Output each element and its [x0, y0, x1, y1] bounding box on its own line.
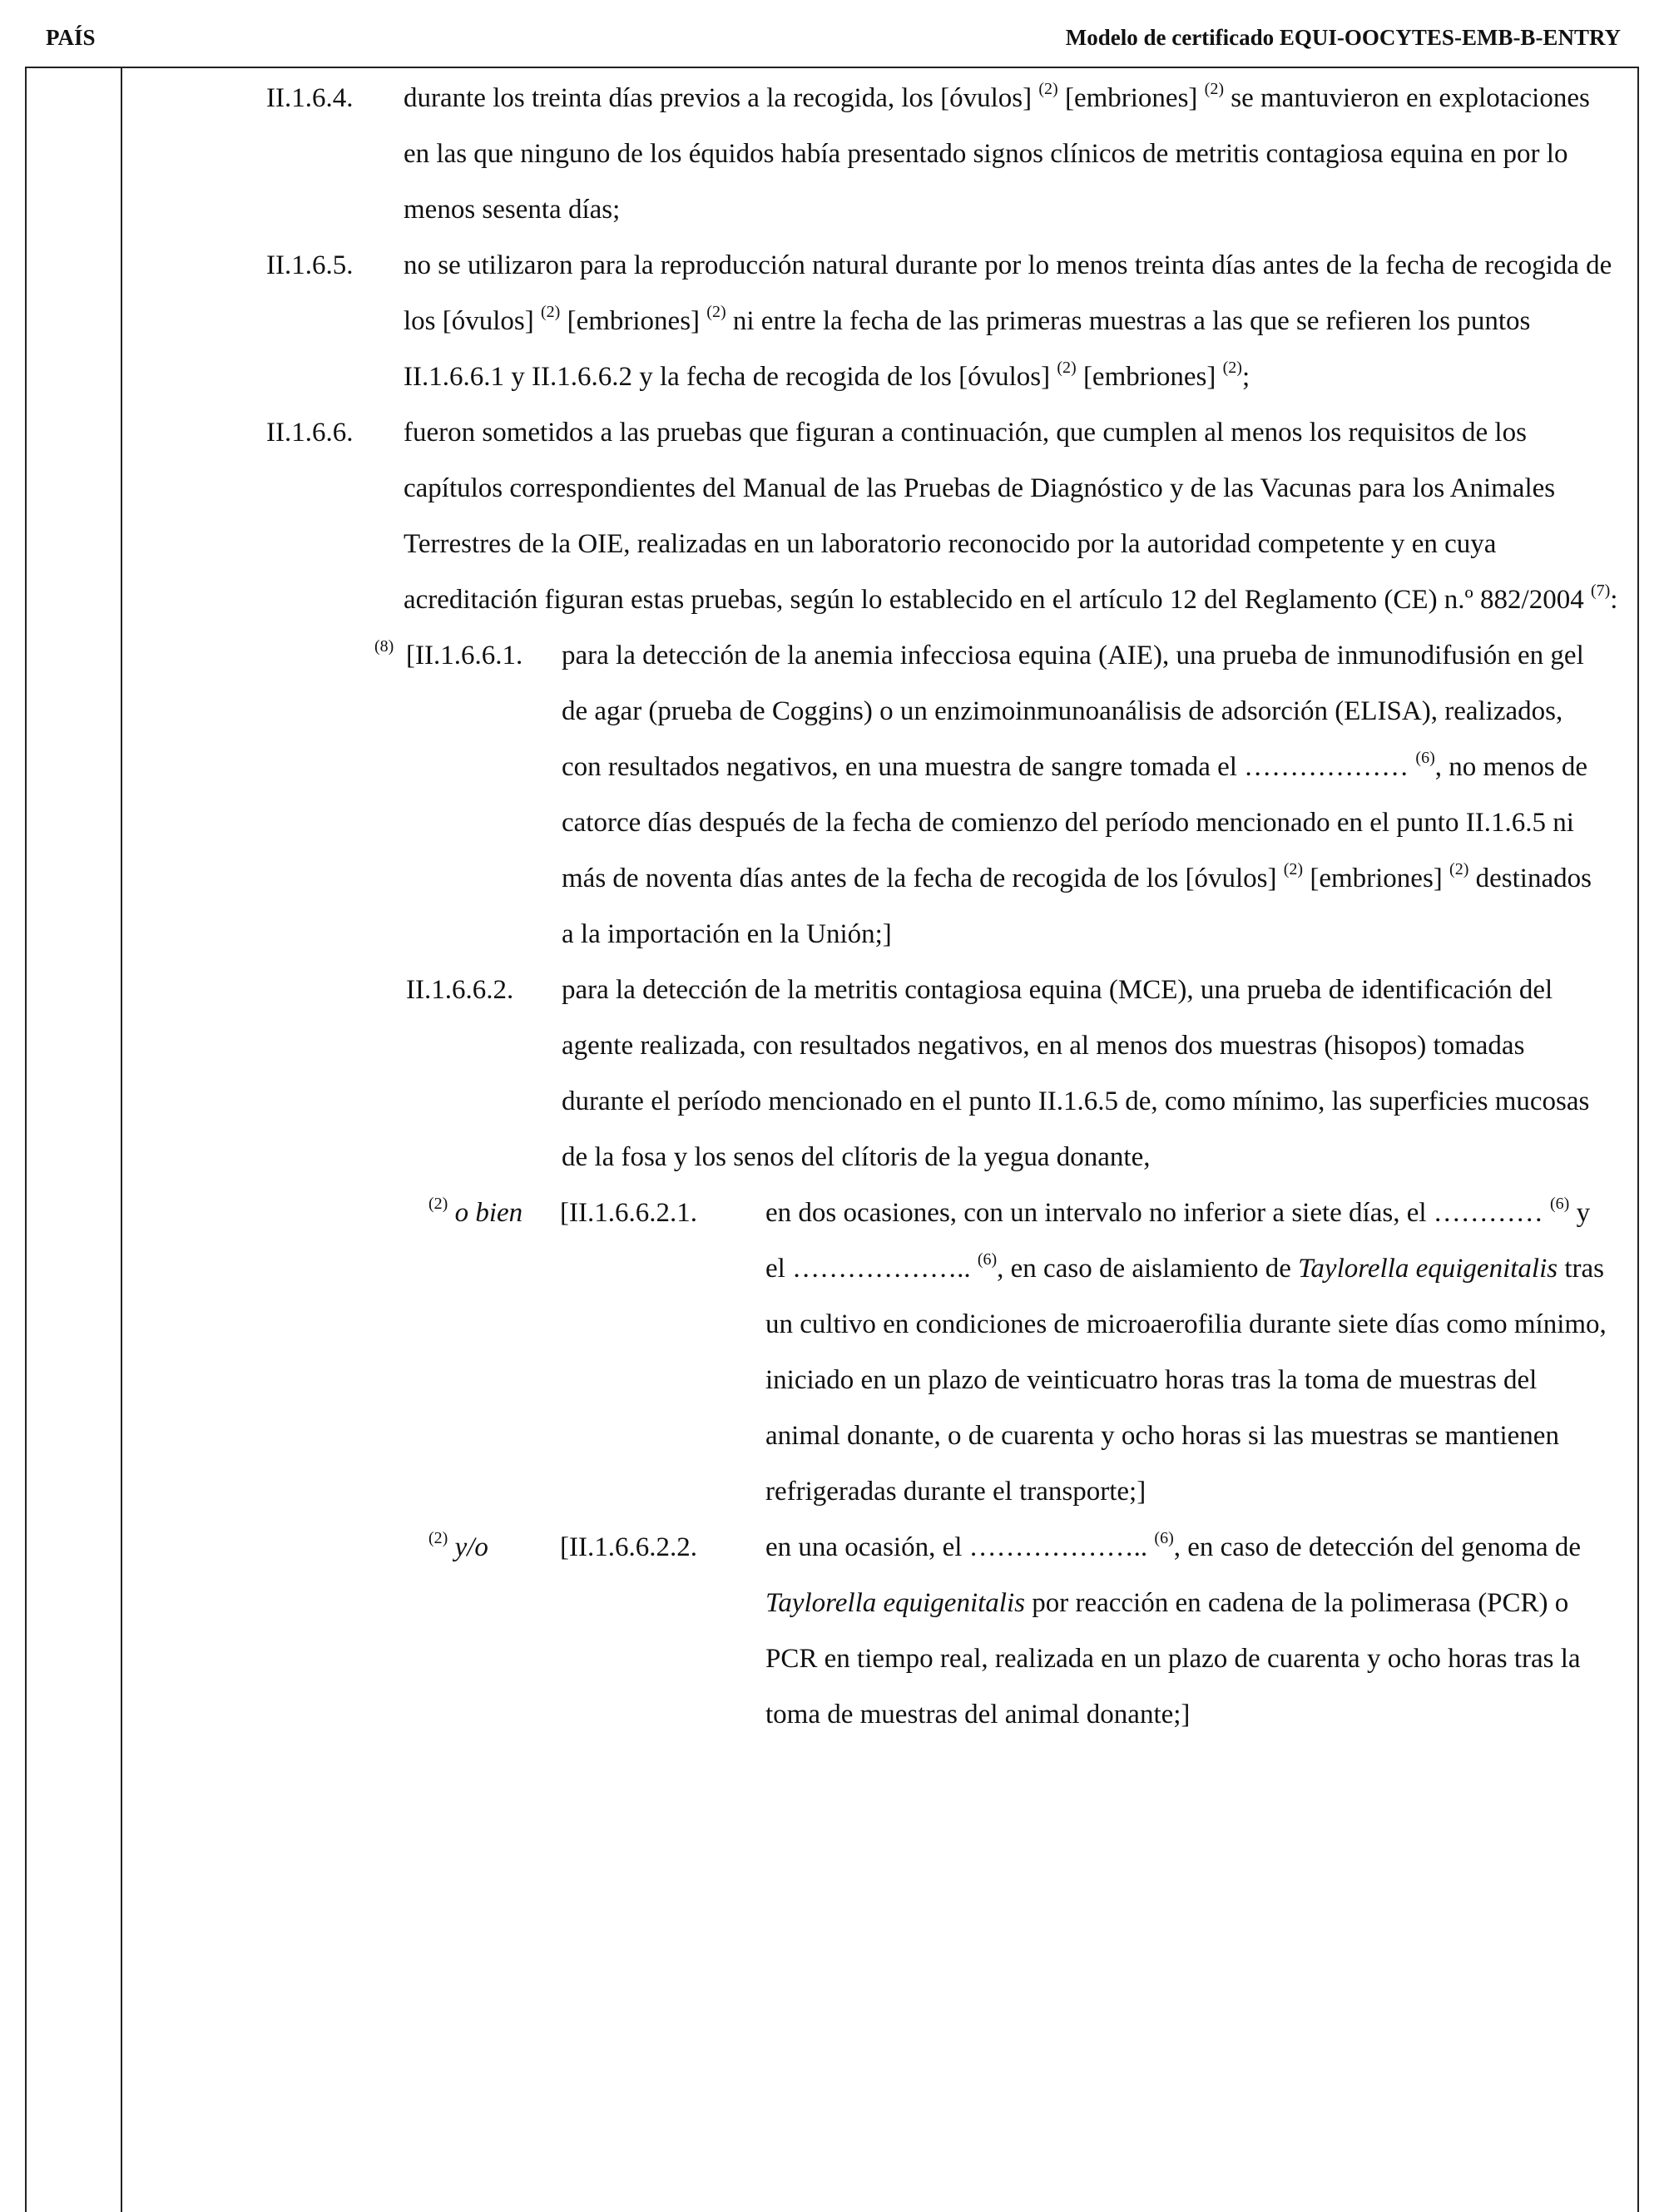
clause-number: [II.1.6.6.2.1. [560, 1198, 697, 1228]
clause-text: en dos ocasiones, con un intervalo no inferior a siete días, el ………… $^{(6)}$ y el ……………….. $^{(6)}$, en caso de aislamiento de Taylorella equigenitalis tras un cultivo en condiciones de microaerofilia durante siete días como mínimo, iniciado en un plazo de veinticuatro horas tras la toma de muestras del animal donante, o de cuarenta y ocho horas si las muestras se mantienen refrigeradas durante el transporte;] [765, 1195, 1607, 1507]
clause-text: fueron sometidos a las pruebas que figuran a continuación, que cumplen al menos los requisitos de los capítulos correspondientes del Manual de las Pruebas de Diagnóstico y de las Vacunas para los Animales Terrestres de la OIE, realizadas en un laboratorio reconocido por la autoridad competente y en cuya acreditación figuran estas pruebas, según lo establecido en el artículo 12 del Reglamento (CE) n.º 882/2004 $^{(7)}$: [404, 418, 1618, 615]
country-label: PAÍS [46, 25, 96, 50]
clause-text: durante los treinta días previos a la recogida, los [óvulos] $^{(2)}$ [embriones] $^{(2)}$ se mantuvieron en explotaciones en las que ninguno de los équidos había presentado signos clínicos de metritis contagiosa equina en por lo menos sesenta días; [404, 80, 1590, 225]
clause-ii-1-6-6-1 [0, 628, 1664, 962]
option-prefix: $^{(2)}$ y/o [428, 1529, 488, 1562]
clause-text: para la detección de la metritis contagiosa equina (MCE), una prueba de identificación del agente realizada, con resultados negativos, en al menos dos muestras (hisopos) tomadas durante el período mencionado en el punto II.1.6.5 de, como mínimo, las superficies mucosas de la fosa y los senos del clítoris de la yegua donante, [562, 975, 1590, 1172]
clause-number: II.1.6.6.2. [406, 975, 514, 1005]
certificate-body [0, 71, 1664, 1743]
clause-text: no se utilizaron para la reproducción natural durante por lo menos treinta días antes de la fecha de recogida de los [óvulos] $^{(2)}$ [embriones] $^{(2)}$ ni entre la fecha de las primeras muestras a las que se refieren los puntos II.1.6.6.1 y II.1.6.6.2 y la fecha de recogida de los [óvulos] $^{(2)}$ [embriones] $^{(2)}$; [404, 250, 1612, 392]
clause-text: en una ocasión, el ……………….. $^{(6)}$, en caso de detección del genoma de Taylorella equigenitalis por reacción en cadena de la polimerasa (PCR) o PCR en tiempo real, realizada en un plazo de cuarenta y ocho horas tras la toma de muestras del animal donante;] [765, 1529, 1582, 1730]
certificate-model-title: Modelo de certificado EQUI-OOCYTES-EMB-B-ENTRY [1065, 25, 1621, 50]
clause-ii-1-6-6-2-1 [0, 1185, 1664, 1520]
clause-number: II.1.6.4. [266, 83, 354, 113]
clause-text: para la detección de la anemia infecciosa equina (AIE), una prueba de inmunodifusión en gel de agar (prueba de Coggins) o un enzimoinmunoanálisis de adsorción (ELISA), realizados, con resultados negativos, en una muestra de sangre tomada el ……………… $^{(6)}$, no menos de catorce días después de la fecha de comienzo del período mencionado en el punto II.1.6.5 ni más de noventa días antes de la fecha de recogida de los [óvulos] $^{(2)}$ [embriones] $^{(2)}$ destinados a la importación en la Unión;] [562, 641, 1592, 949]
footnote-prefix: (8) [374, 637, 394, 656]
clause-ii-1-6-4 [0, 71, 1664, 238]
top-rule [25, 67, 1639, 68]
clause-ii-1-6-6-2 [0, 962, 1664, 1185]
clause-number: [II.1.6.6.1. [406, 641, 523, 671]
clause-ii-1-6-6 [0, 405, 1664, 628]
clause-ii-1-6-6-2-2 [0, 1520, 1664, 1743]
clause-ii-1-6-5 [0, 238, 1664, 405]
option-prefix: $^{(2)}$ o bien [428, 1195, 523, 1228]
clause-number: II.1.6.6. [266, 418, 354, 448]
clause-number: [II.1.6.6.2.2. [560, 1532, 697, 1562]
clause-number: II.1.6.5. [266, 250, 354, 280]
